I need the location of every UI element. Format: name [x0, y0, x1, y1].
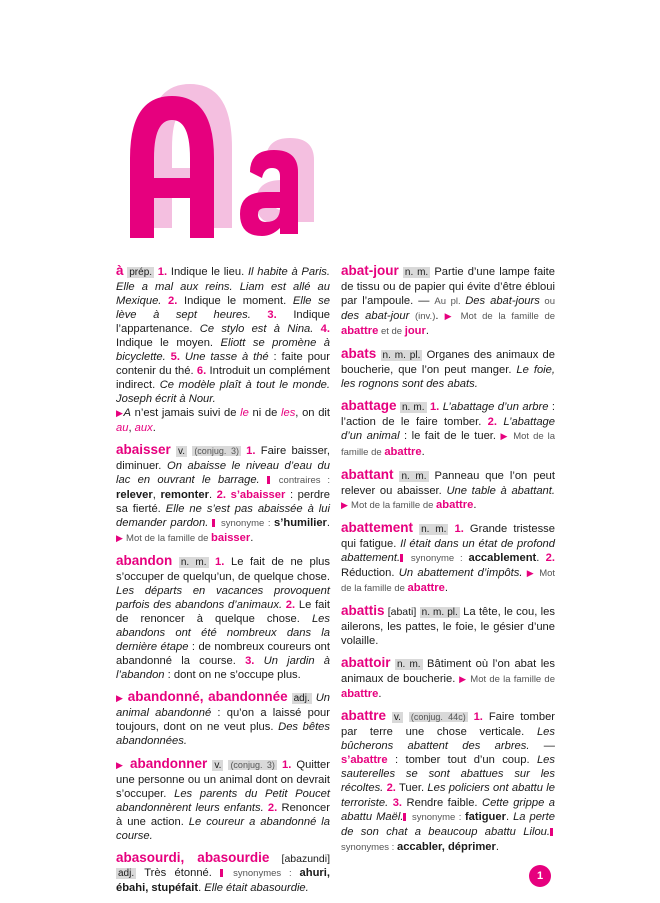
- part-of-speech: v.: [178, 445, 186, 457]
- example: Elle ne s’est pas abaissée à lui demander pardon.: [116, 502, 330, 529]
- letter-art-graphic: [108, 82, 348, 242]
- example: La perte de son chat a beaucoup abattu Lilou.: [341, 810, 555, 838]
- family-arrow-icon: ▶: [459, 674, 467, 685]
- sense-number: 3.: [267, 309, 277, 322]
- reflexive-form: s’abaisser: [226, 488, 286, 501]
- sense-number: 2.: [168, 295, 178, 308]
- pronunciation: [abati]: [384, 605, 417, 618]
- sense-number: 1.: [208, 555, 225, 568]
- part-of-speech: n. m.: [421, 523, 447, 535]
- synonym-label: synonyme :: [217, 517, 275, 529]
- example: Elle était abasourdie.: [204, 881, 309, 894]
- page-number: 1: [529, 865, 551, 887]
- synonym: ahuri, ébahi, stupéfait: [116, 866, 330, 894]
- example: Il était dans un état de profond abattement.: [341, 537, 555, 564]
- sense-number: 1.: [426, 401, 440, 414]
- part-of-speech: n. m.: [396, 659, 421, 671]
- example: Les sauterelles se sont abattues sur les récoltes.: [341, 754, 555, 795]
- example: Un jardin à l’abandon: [116, 655, 330, 682]
- example: Elle se lève à sept heures.: [116, 295, 330, 322]
- definition: Tuer.: [395, 782, 428, 795]
- headword: abandon: [116, 552, 173, 568]
- sense-number: 4.: [320, 323, 330, 336]
- word-family-link[interactable]: baisser: [211, 531, 251, 544]
- definition: Très étonné.: [136, 866, 221, 879]
- headword: abandonner: [129, 755, 208, 771]
- antonym-label: contraires :: [271, 474, 330, 486]
- separator: .: [444, 581, 448, 594]
- separator: .: [495, 840, 499, 853]
- sense-number: 3.: [235, 655, 255, 668]
- synonym-marker-icon: [400, 554, 403, 562]
- entry-abattis: [341, 604, 555, 648]
- definition: Panneau que l’on peut relever ou abaisser.: [341, 469, 555, 497]
- definition: : le fait de le tuer.: [399, 430, 501, 443]
- family-arrow-icon: ▶: [116, 532, 123, 543]
- word-family-label: Mot de la famille de: [470, 674, 556, 686]
- entry-abat-jour: [341, 264, 555, 339]
- word-family-label: et de: [378, 326, 405, 338]
- example: Le coureur a abandonné la course.: [116, 815, 330, 842]
- sense-number: 1.: [240, 444, 256, 457]
- definition: Indique l’appartenance.: [116, 309, 331, 336]
- part-of-speech: n. m.: [404, 267, 429, 278]
- usage-note: n’est jamais suivi de: [130, 407, 241, 420]
- example: Un abattement d’impôts.: [398, 566, 523, 579]
- family-arrow-icon: ▶: [341, 499, 348, 510]
- antonym: relever: [116, 488, 153, 501]
- definition: Partie d’une lampe faite de tissu ou de papier qui évite d’être ébloui par l’ampoule. —: [341, 266, 555, 308]
- synonym-label: synonymes :: [341, 841, 397, 853]
- headword: abattant: [341, 466, 394, 482]
- sense-number: 2.: [481, 416, 498, 429]
- family-arrow-icon: ▶: [526, 567, 535, 578]
- example: L’abattage d’un arbre: [439, 401, 549, 414]
- subentry-arrow-icon: ▶: [116, 759, 125, 770]
- reflexive-form: s’abattre: [341, 754, 388, 767]
- part-of-speech: n. m.: [180, 556, 207, 568]
- definition: : faite pour contenir du thé.: [116, 351, 330, 378]
- separator: ,: [152, 488, 161, 501]
- example: L’abattage d’un animal: [341, 416, 555, 443]
- plural-label: Au pl.: [434, 296, 466, 308]
- definition: Le fait de ne plus s’occuper de quelqu’un, de quelque chose.: [116, 555, 330, 583]
- separator: .: [435, 310, 445, 323]
- conjugation-ref: (conjug. 3): [194, 445, 239, 456]
- separator: .: [425, 325, 429, 338]
- synonym: fatiguer: [464, 810, 506, 823]
- part-of-speech: v.: [214, 759, 222, 771]
- headword: à: [116, 263, 124, 278]
- definition: Renoncer à une action.: [116, 801, 330, 828]
- example: Ce modèle plaît à tout le monde. Joseph écrit à Nour.: [116, 379, 330, 406]
- word-family-label: Mot de la famille de: [341, 567, 556, 594]
- example: Des bêtes abandonnées.: [116, 721, 330, 748]
- example: Cette grippe a abattu Maël.: [341, 796, 555, 823]
- synonym-marker-icon: [403, 813, 406, 821]
- definition: Faire baisser, diminuer.: [116, 444, 331, 472]
- word-family-link[interactable]: abattre: [384, 445, 422, 458]
- definition: Grande tristesse qui fatigue.: [341, 522, 555, 550]
- example: des abat-jour: [341, 310, 410, 323]
- entry-abandonne: [116, 690, 330, 748]
- example: Les abandons ont été nombreux dans la dernière étape: [116, 613, 330, 654]
- part-of-speech: adj.: [118, 867, 135, 879]
- entry-abattage: [341, 399, 555, 459]
- separator: .: [378, 688, 382, 701]
- definition: Bâtiment où l’on abat les animaux de boucherie.: [341, 658, 555, 686]
- entry-abandonner: [116, 757, 330, 843]
- definition: Rendre faible.: [402, 796, 482, 809]
- separator: .: [473, 498, 477, 511]
- definition: Introduit un complément indirect.: [116, 365, 331, 392]
- definition: Indique le moyen.: [116, 337, 221, 350]
- word-family-link[interactable]: abattre: [341, 688, 379, 701]
- definition: Quitter une personne ou un animal dont on devrait s’occuper.: [116, 758, 330, 800]
- headword: abattre: [341, 708, 387, 724]
- headword: abattement: [341, 519, 414, 535]
- synonym-label: synonymes :: [225, 867, 300, 879]
- usage-note: .: [152, 421, 156, 434]
- definition: : de nombreux coureurs ont abandonné la course.: [116, 641, 331, 668]
- headword: abattage: [341, 398, 397, 414]
- headword: abaisser: [116, 441, 171, 457]
- example: Ce stylo est à Nina.: [199, 323, 314, 336]
- usage-note: au: [116, 421, 129, 434]
- example: Un animal abandonné: [116, 692, 330, 720]
- synonym: accablement: [468, 551, 537, 564]
- antonym: remonter: [160, 488, 209, 501]
- sense-number: 6.: [196, 365, 207, 378]
- sense-number: 1.: [157, 266, 168, 278]
- entry-abattoir: [341, 656, 555, 701]
- usage-note: les: [280, 407, 296, 420]
- definition: Faire tomber par terre une chose verticale.: [341, 711, 556, 739]
- entry-a: [116, 264, 330, 435]
- entry-abattement: [341, 521, 555, 596]
- part-of-speech: n. m. pl.: [421, 606, 458, 618]
- sense-number: 2.: [539, 551, 555, 564]
- column-left: [116, 264, 330, 903]
- synonym-marker-icon: [212, 519, 215, 527]
- headword: abat-jour: [341, 263, 399, 278]
- example: Eliott se promène à bicyclette.: [116, 337, 330, 364]
- definition: Réduction.: [341, 566, 399, 579]
- entry-abats: [341, 347, 555, 391]
- family-arrow-icon: ▶: [444, 311, 455, 322]
- entry-abaisser: abaisser v. (conjug. 3) 1. Faire baisser, diminuer. On abaisse le niveau d’eau du lac en ouvrant le barrage. contraires : relever, remonter. 2. s’abaisser : perdre sa fierté. Elle ne s’est pas abaissée à lui demander pardon. synonyme : s’humilier. ▶ Mot de la famille de baisser.: [116, 441, 331, 544]
- example: Il habite à Paris. Elle a mal aux reins. Liam est allé au Mexique.: [116, 266, 331, 308]
- sense-number: 1.: [276, 758, 292, 771]
- usage-note: aux: [134, 421, 153, 434]
- headword: abattis: [341, 602, 385, 618]
- word-family-link[interactable]: abattre: [407, 581, 445, 594]
- example: Les départs en vacances provoquent parfois des abandons d’animaux.: [116, 584, 330, 612]
- sense-number: 2.: [383, 782, 396, 795]
- separator: ou: [539, 296, 555, 308]
- part-of-speech: adj.: [293, 693, 310, 705]
- definition: La tête, le cou, les ailerons, les pattes, le foie, le gésier d’une volaille.: [341, 605, 555, 648]
- word-family-link[interactable]: abattre: [341, 325, 379, 338]
- part-of-speech: n. m.: [401, 470, 427, 482]
- word-family-label: Mot de la famille de: [341, 431, 556, 458]
- headword: abandonné, abandonnée: [127, 689, 288, 705]
- entry-abasourdi: [116, 851, 330, 895]
- conjugation-ref: (conjug. 44c): [410, 712, 466, 723]
- definition: : qu’on a laissé pour toujours, dont on ne veut plus.: [116, 707, 330, 734]
- sense-number: 2.: [216, 488, 226, 501]
- example: Les bûcherons abattent des arbres.: [341, 726, 555, 753]
- pronunciation: [abazundi]: [269, 852, 330, 865]
- part-of-speech: n. m. pl.: [382, 350, 421, 362]
- sense-number: 3.: [388, 796, 403, 809]
- usage-note: ni de: [248, 407, 281, 420]
- entry-abandon: [116, 554, 330, 682]
- definition: Organes des animaux de boucherie, que l’on peut manger.: [341, 349, 555, 377]
- definition: Le fait de renoncer à quelque chose.: [116, 599, 330, 626]
- invariable-label: (inv.): [409, 311, 436, 323]
- word-family-label: Mot de la famille de: [460, 311, 556, 323]
- usage-note: A: [123, 407, 131, 420]
- synonym: accabler, déprimer: [396, 840, 496, 853]
- subentry-arrow-icon: ▶: [116, 693, 124, 704]
- separator: .: [198, 881, 205, 894]
- separator: .: [421, 445, 425, 458]
- definition: : dont on ne s’occupe plus.: [164, 669, 301, 682]
- example: Des abat-jours: [465, 295, 540, 308]
- headword: abats: [341, 346, 377, 362]
- contrary-marker-icon: [267, 476, 270, 484]
- word-family-label: Mot de la famille de: [126, 532, 212, 544]
- headword: abasourdi, abasourdie: [116, 849, 270, 865]
- definition: : l’action de le faire tomber.: [341, 401, 556, 429]
- synonym: s’humilier: [274, 516, 327, 529]
- synonym-marker-icon: [220, 869, 223, 877]
- word-family-link[interactable]: jour: [404, 325, 426, 338]
- sense-number: 2.: [282, 599, 296, 612]
- family-arrow-icon: ▶: [500, 431, 509, 442]
- separator: .: [250, 531, 254, 544]
- part-of-speech: v.: [393, 712, 401, 724]
- sense-number: 5.: [170, 351, 180, 364]
- sense-number: 2.: [263, 801, 278, 814]
- sense-number: 1.: [448, 522, 464, 535]
- part-of-speech: n. m.: [401, 402, 425, 414]
- entry-abattre: [341, 709, 555, 854]
- headword: abattoir: [341, 655, 391, 671]
- definition: Indique le moment.: [177, 295, 293, 308]
- column-right: [341, 264, 555, 863]
- word-family-label: Mot de la famille de: [351, 499, 437, 511]
- separator: .: [208, 488, 213, 501]
- conjugation-ref: (conjug. 3): [230, 759, 275, 770]
- example: Le foie, les rognons sont des abats.: [341, 364, 555, 391]
- sense-number: 1.: [467, 711, 483, 724]
- word-family-link[interactable]: abattre: [436, 498, 474, 511]
- definition: Indique le lieu.: [167, 266, 248, 278]
- usage-note: , on dit: [295, 407, 331, 420]
- part-of-speech: prép.: [129, 267, 153, 278]
- separator: .: [536, 551, 540, 564]
- example: Les policiers ont abattu le terroriste.: [341, 782, 555, 809]
- synonym-label: synonyme :: [405, 552, 469, 564]
- definition: : perdre sa fierté.: [116, 488, 330, 515]
- synonym-marker-icon: [550, 828, 553, 836]
- example: Les parents du Petit Poucet abandonnèrent leurs enfants.: [116, 787, 330, 814]
- separator: .: [505, 810, 514, 823]
- definition: : tomber tout d’un coup.: [387, 754, 537, 767]
- synonym-label: synonyme :: [408, 811, 465, 823]
- entry-abattant: [341, 468, 555, 513]
- separator: —: [529, 740, 555, 753]
- usage-note: ,: [128, 421, 135, 434]
- example: On abaisse le niveau d’eau du lac en ouvrant le barrage.: [116, 459, 330, 486]
- note-arrow-icon: ▶: [116, 408, 124, 419]
- usage-note: le: [240, 407, 249, 420]
- example: Une table à abattant.: [446, 484, 555, 497]
- chapter-letters-aa: [108, 82, 348, 242]
- example: Une tasse à thé: [180, 351, 269, 364]
